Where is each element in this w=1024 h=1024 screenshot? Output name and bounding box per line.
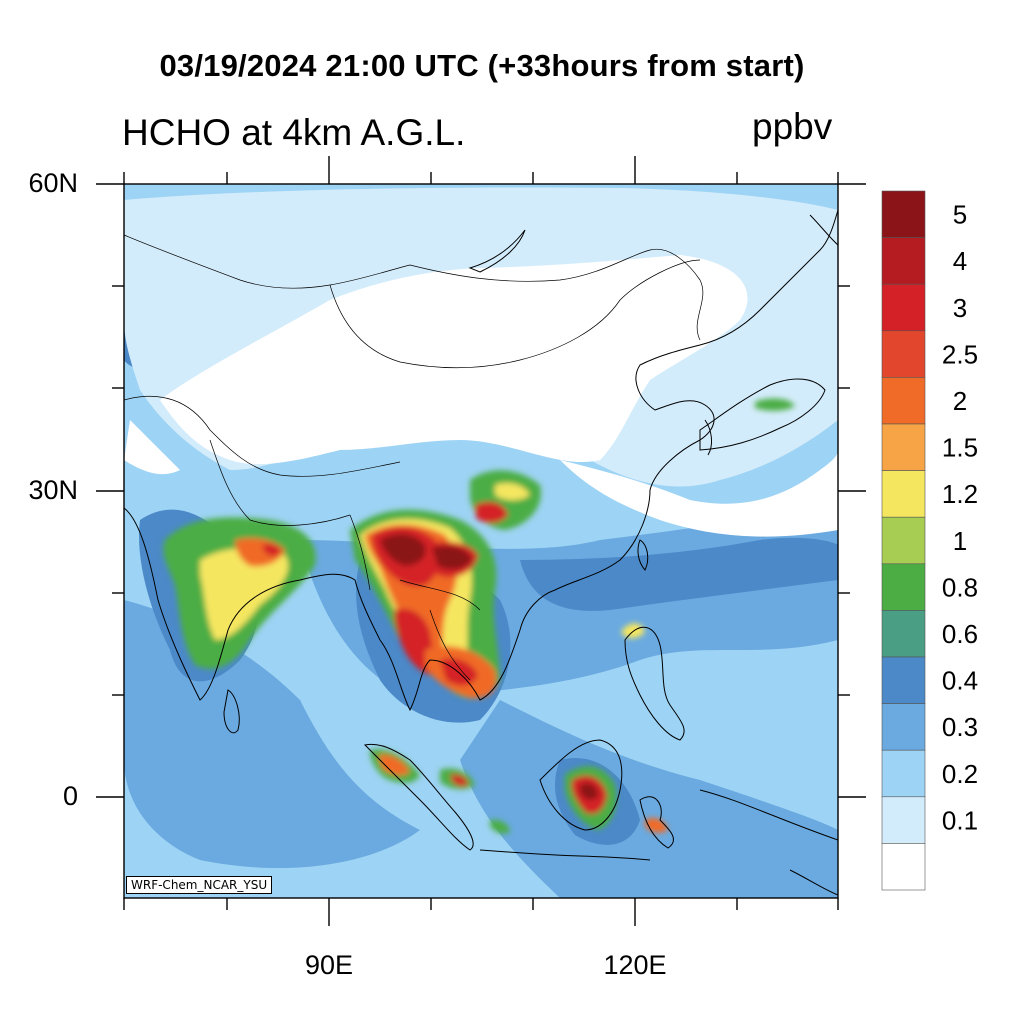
lon-label-90e: 90E <box>304 950 354 980</box>
colorbar-swatch <box>882 657 925 704</box>
colorbar-label: 0.2 <box>941 758 979 789</box>
colorbar <box>882 191 978 890</box>
units-label: ppbv <box>752 106 833 147</box>
colorbar-swatch <box>882 704 925 751</box>
colorbar-swatch <box>882 238 925 285</box>
colorbar-swatch <box>882 750 925 797</box>
colorbar-swatch <box>882 284 925 331</box>
colorbar-label: 0.3 <box>941 712 979 743</box>
concentration-field <box>124 184 838 898</box>
colorbar-swatch <box>882 377 925 424</box>
colorbar-swatch <box>882 610 925 657</box>
lat-label-equator: 0 <box>62 781 78 811</box>
colorbar-label: 2.5 <box>941 339 979 370</box>
colorbar-label: 1.2 <box>941 479 979 510</box>
colorbar-swatch <box>882 424 925 471</box>
colorbar-label: 0.8 <box>941 572 979 603</box>
variable-label: HCHO at 4km A.G.L. <box>122 112 466 153</box>
lon-label-120e: 120E <box>603 950 667 980</box>
lat-label-60n: 60N <box>28 168 78 198</box>
colorbar-swatch <box>882 564 925 611</box>
model-tag: WRF-Chem_NCAR_YSU <box>126 876 272 894</box>
colorbar-label: 0.1 <box>941 805 979 836</box>
colorbar-swatch <box>882 843 925 890</box>
colorbar-swatch <box>882 517 925 564</box>
map-title: 03/19/2024 21:00 UTC (+33hours from start) <box>159 48 805 83</box>
colorbar-swatch <box>882 797 925 844</box>
colorbar-label: 2 <box>952 386 968 416</box>
colorbar-label: 0.4 <box>941 665 979 696</box>
colorbar-label: 1 <box>952 525 968 556</box>
colorbar-label: 5 <box>952 199 968 230</box>
colorbar-label: 4 <box>952 246 968 277</box>
colorbar-swatch <box>882 331 925 378</box>
colorbar-swatch <box>882 471 925 518</box>
colorbar-label: 3 <box>952 292 968 323</box>
colorbar-label: 1.5 <box>941 432 979 463</box>
colorbar-swatch <box>882 191 925 238</box>
lat-label-30n: 30N <box>28 475 78 505</box>
colorbar-label: 0.6 <box>941 619 979 649</box>
